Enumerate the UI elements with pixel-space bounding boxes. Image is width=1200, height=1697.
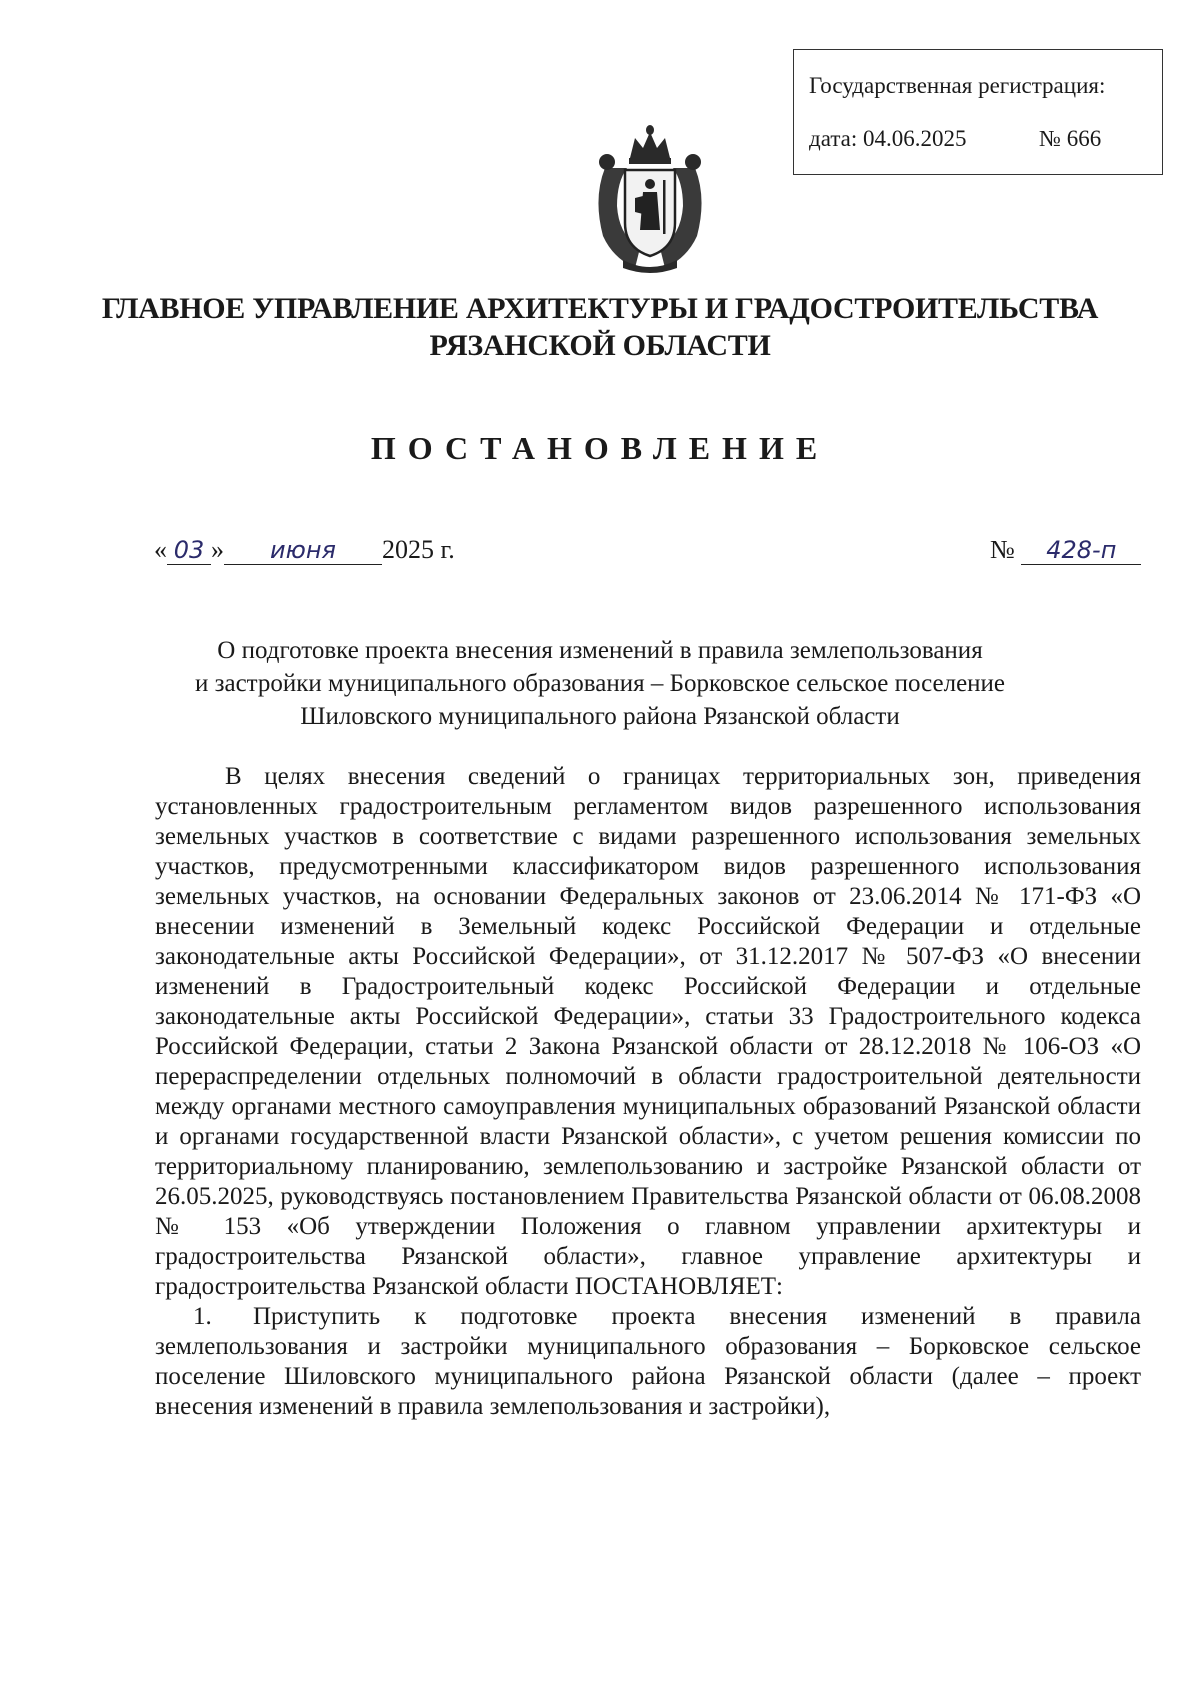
date-close-quote: » [211,535,224,564]
date-year: 2025 г. [382,535,455,564]
document-number [990,535,1141,565]
document-date [154,535,455,565]
registration-title: Государственная регистрация: [809,73,1106,98]
item-1-paragraph [155,1302,1141,1422]
number-sign: № [990,535,1015,564]
organization-title [60,290,1140,364]
coat-of-arms-icon [585,118,715,276]
registration-date: дата: 04.06.2025 [809,126,967,151]
preamble-paragraph: В целях внесения сведений о границах территориальных зон, приведения установленных градостроительным регламентом видов разрешенного использования земельных участков в соответствие с видами разрешенного использования земельных участков, предусмотренными классификатором видов разрешенного использования земельных участков, на основании Федеральных законов от 23.06.2014 № 171-ФЗ «О внесении изменений в Земельный кодекс Российской Федерации и отдельные законодательные акты Российской Федерации», от 31.12.2017 № 507-ФЗ «О внесении изменений в Градостроительный кодекс Российской Федерации и отдельные законодательные акты Российской Федерации», статьи 33 Градостроительного кодекса Российской Федерации, статьи 2 Закона Рязанской области от 28.12.2018 № 106-ОЗ «О перераспределении отдельных полномочий в области градостроительной деятельности между органами местного самоуправления муниципальных образований Рязанской области и органами государственной власти Рязанской области», с учетом решения комиссии по территориальному планированию, землепользованию и застройке Рязанской области от 26.05.2025, руководствуясь постановлением Правительства Рязанской области от 06.08.2008 № 153 «Об утверждении Положения о главном управлении архитектуры и градостроительства Рязанской области», главное управление архитектуры и градостроительства Рязанской области ПОСТАНОВЛЯЕТ: [155,763,1141,1300]
registration-number: № 666 [1039,126,1102,151]
subject-line-3: Шиловского муниципального района Рязанской области [300,703,900,730]
organization-title-line-2: РЯЗАНСКОЙ ОБЛАСТИ [429,329,771,362]
date-open-quote: « [154,535,167,564]
document-type-heading: ПОСТАНОВЛЕНИЕ [370,430,830,466]
item-1-number: 1. [193,1303,212,1330]
document-number-handwritten: 428-п [1021,536,1141,565]
subject-line-1: О подготовке проекта внесения изменений в правила землепользования [217,637,983,664]
date-day-handwritten: 03 [167,536,211,565]
organization-title-line-1: ГЛАВНОЕ УПРАВЛЕНИЕ АРХИТЕКТУРЫ И ГРАДОСТРОИТЕЛЬСТВА [101,292,1099,325]
registration-stamp [793,49,1163,175]
subject-line-2: и застройки муниципального образования – Борковское сельское поселение [194,670,1006,697]
item-1-text: Приступить к подготовке проекта внесения изменений в правила землепользования и застройки муниципального образования – Борковское сельское поселение Шиловского муниципального района Рязанской области (далее – проект внесения изменений в правила землепользования и застройки), [155,1303,1141,1420]
document-subject [60,634,1140,733]
date-month-handwritten: июня [224,536,382,565]
document-body [155,762,1141,1422]
